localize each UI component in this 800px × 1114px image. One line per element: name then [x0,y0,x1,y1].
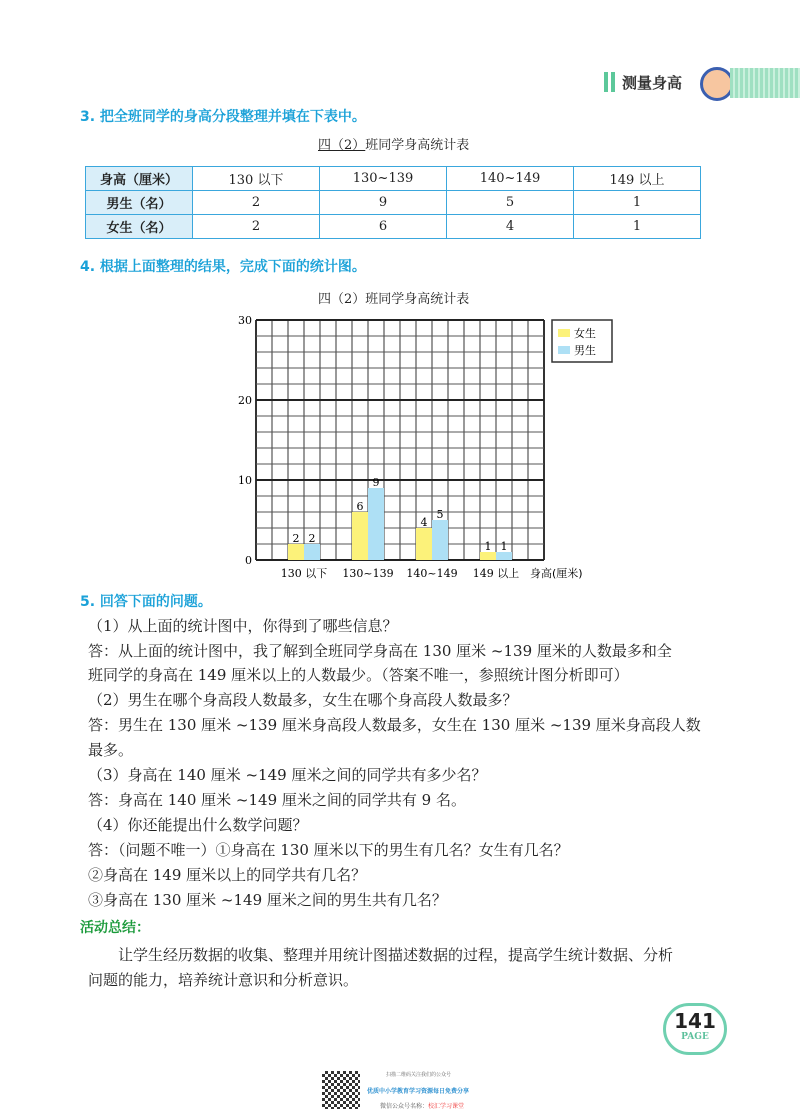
header-cell: 身高（厘米） [86,167,193,191]
legend-label: 男生 [574,344,596,357]
table-row [86,191,701,215]
bar-value-label: 2 [308,532,316,545]
bar-boys [304,544,320,560]
chapter-title: 测量身高 [622,74,683,92]
bar-girls [416,528,432,560]
header-bar-icon [604,72,608,92]
bar-boys [368,488,384,560]
q5-line: ②身高在 149 厘米以上的同学共有几名？ [88,866,367,884]
qr-code-icon [322,1071,360,1109]
q5-line: （2）男生在哪个身高段人数最多，女生在哪个身高段人数最多？ [88,691,518,709]
header-cell: 140~149 [447,167,574,191]
summary-line: 让学生经历数据的收集、整理并用统计图描述数据的过程，提高学生统计数据、分析 [118,946,674,964]
q5-line: （4）你还能提出什么数学问题？ [88,816,308,834]
cell: 1 [574,191,701,215]
x-tick-label: 130~139 [342,567,394,580]
page-number-badge [663,1003,727,1055]
bar-value-label: 1 [500,540,508,553]
q5-line: 班同学的身高在 149 厘米以上的人数最少。（答案不唯一，参照统计图分析即可） [88,666,629,684]
bar-value-label: 6 [356,500,364,513]
q5-line: （3）身高在 140 厘米 ~149 厘米之间的同学共有多少名？ [88,766,487,784]
y-tick-label: 10 [238,474,252,487]
x-tick-label: 140~149 [406,567,458,580]
page-label: PAGE [681,1032,709,1042]
page-number: 141 [674,1009,716,1033]
cell: 5 [447,191,574,215]
bar-boys [432,520,448,560]
bar-value-label: 1 [484,540,492,553]
y-tick-label: 20 [238,394,252,407]
cell: 2 [193,191,320,215]
q5-line: 最多。 [88,741,134,759]
cell: 6 [320,215,447,239]
q5-line: ③身高在 130 厘米 ~149 厘米之间的男生共有几名？ [88,891,447,909]
bar-value-label: 2 [292,532,300,545]
legend-swatch [558,329,570,337]
y-tick-label: 30 [238,314,252,327]
table-row [86,215,701,239]
header-bar-icon [611,72,615,92]
bar-girls [480,552,496,560]
q5-line: 答：身高在 140 厘米 ~149 厘米之间的同学共有 9 名。 [88,791,466,809]
table-header-row [86,167,701,191]
bar-value-label: 5 [436,508,444,521]
q5-line: 答：从上面的统计图中，我了解到全班同学身高在 130 厘米 ~139 厘米的人数最多和全 [88,642,672,660]
bar-girls [288,544,304,560]
magnifier-mascot-icon [700,67,734,101]
header-pattern [730,68,800,98]
bar-chart [230,305,630,585]
height-table [85,166,701,239]
q4-title: 4. 根据上面整理的结果，完成下面的统计图。 [80,259,366,275]
header-cell: 130~139 [320,167,447,191]
q3-title: 3. 把全班同学的身高分段整理并填在下表中。 [80,109,366,125]
header-cell: 149 以上 [574,167,701,191]
footer-line: 优质中小学教育学习资源每日免费分享 [367,1088,470,1095]
x-tick-label: 149 以上 [472,567,520,580]
caption-class: 四（2） [318,138,366,153]
x-axis-label: 身高(厘米) [530,567,583,580]
q5-line: 答：男生在 130 厘米 ~139 厘米身高段人数最多，女生在 130 厘米 ~139 厘米身高段人数 [88,716,701,734]
table-caption [318,134,469,153]
chart-title: 四（2）班同学身高统计表 [318,292,470,307]
bar-boys [496,552,512,560]
cell: 9 [320,191,447,215]
footer-line [380,1101,464,1110]
bar-value-label: 4 [420,516,428,529]
q5-line: （1）从上面的统计图中，你得到了哪些信息？ [88,617,398,635]
caption-text: 班同学身高统计表 [365,138,470,153]
summary-title: 活动总结： [80,920,150,936]
q5-title: 5. 回答下面的问题。 [80,594,212,610]
q5-line: 答：（问题不唯一）①身高在 130 厘米以下的男生有几名？女生有几名？ [88,841,569,859]
row-label: 男生（名） [86,191,193,215]
bar-girls [352,512,368,560]
cell: 2 [193,215,320,239]
footer-account: 校汇学习课堂 [428,1103,465,1110]
bar-value-label: 9 [372,476,380,489]
cell: 1 [574,215,701,239]
y-tick-label: 0 [245,554,252,567]
summary-line: 问题的能力，培养统计意识和分析意识。 [88,971,359,989]
x-tick-label: 130 以下 [280,567,328,580]
legend-swatch [558,346,570,354]
header-cell: 130 以下 [193,167,320,191]
row-label: 女生（名） [86,215,193,239]
footer-line: 扫描二维码关注我们的公众号 [386,1072,452,1078]
legend-label: 女生 [574,327,596,340]
cell: 4 [447,215,574,239]
footer-label: 微信公众号名称： [380,1103,429,1110]
